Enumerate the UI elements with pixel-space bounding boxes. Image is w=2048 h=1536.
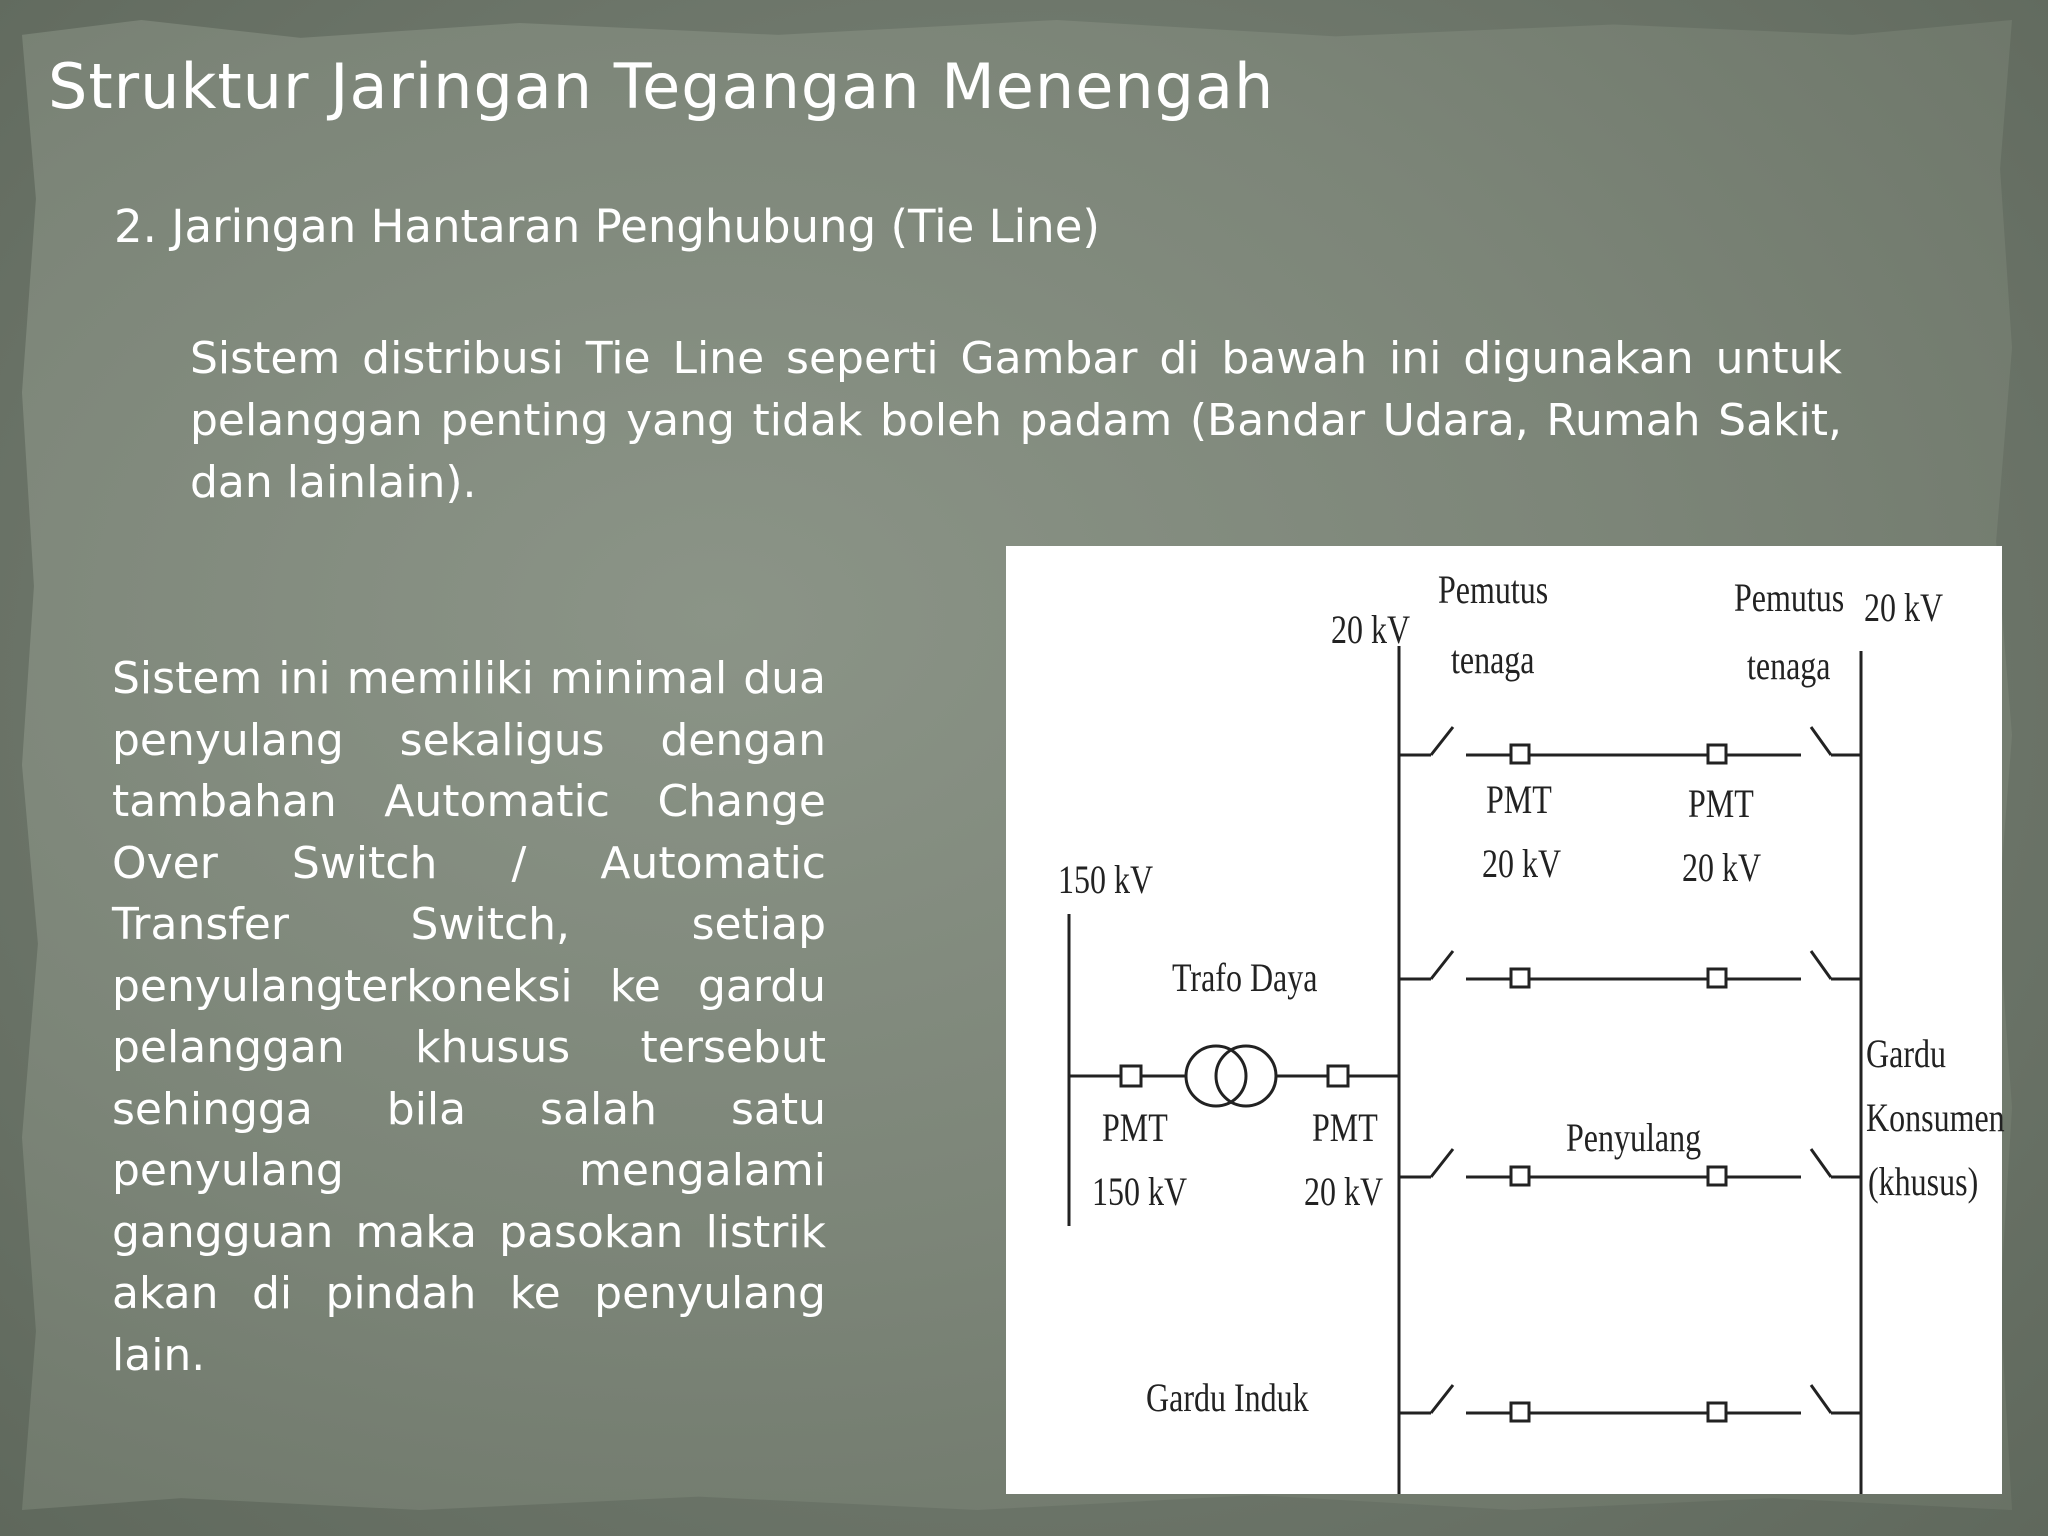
label-tenaga-right: tenaga bbox=[1747, 643, 1831, 688]
slide-title: Struktur Jaringan Tegangan Menengah bbox=[48, 50, 1275, 123]
pmt-20kv-breaker bbox=[1328, 1066, 1348, 1086]
diagram-lines bbox=[1006, 546, 2002, 1494]
label-pmt-150-voltage: 150 kV bbox=[1092, 1169, 1188, 1214]
intro-paragraph: Sistem distribusi Tie Line seperti Gambar di bawah ini digunakan untuk pelanggan penting yang tidak boleh padam (Bandar Udara, Rumah Sakit, dan lainlain). bbox=[190, 333, 1842, 508]
label-20kv-left: 20 kV bbox=[1331, 607, 1411, 652]
label-pemutus-right: Pemutus bbox=[1734, 575, 1845, 620]
label-pmt-a: PMT bbox=[1486, 777, 1552, 822]
label-pmt-b-voltage: 20 kV bbox=[1682, 845, 1762, 890]
label-pmt-a-voltage: 20 kV bbox=[1482, 841, 1562, 886]
feeder-1 bbox=[1399, 727, 1861, 763]
feeder-2 bbox=[1399, 951, 1861, 987]
label-pmt-20-voltage: 20 kV bbox=[1304, 1169, 1384, 1214]
feeder-4 bbox=[1399, 1385, 1861, 1421]
label-tenaga-left: tenaga bbox=[1451, 637, 1535, 682]
slide-subtitle: 2. Jaringan Hantaran Penghubung (Tie Line) bbox=[114, 200, 1100, 253]
label-konsumen: Konsumen bbox=[1866, 1095, 2005, 1140]
label-150kv: 150 kV bbox=[1058, 857, 1154, 902]
pmt-150kv-breaker bbox=[1121, 1066, 1141, 1086]
label-khusus: (khusus) bbox=[1868, 1159, 1979, 1204]
label-gardu: Gardu bbox=[1866, 1031, 1946, 1076]
tie-line-diagram bbox=[1006, 546, 2005, 1494]
label-pemutus-left: Pemutus bbox=[1438, 567, 1549, 612]
label-pmt-150: PMT bbox=[1102, 1105, 1168, 1150]
label-pmt-20: PMT bbox=[1312, 1105, 1378, 1150]
label-penyulang: Penyulang bbox=[1566, 1115, 1702, 1160]
label-20kv-right: 20 kV bbox=[1864, 585, 1944, 630]
label-pmt-b: PMT bbox=[1688, 781, 1754, 826]
label-gardu-induk: Gardu Induk bbox=[1146, 1375, 1309, 1420]
label-trafo-daya: Trafo Daya bbox=[1172, 955, 1318, 1000]
body-paragraph: Sistem ini memiliki minimal dua penyulang sekaligus dengan tambahan Automatic Change Over Switch / Automatic Transfer Switch, setiap penyulangterkoneksi ke gardu pelanggan khusus tersebut sehingga bila salah satu penyulang mengalami gangguan maka pasokan listrik akan di pindah ke penyulang lain. bbox=[112, 653, 826, 1381]
